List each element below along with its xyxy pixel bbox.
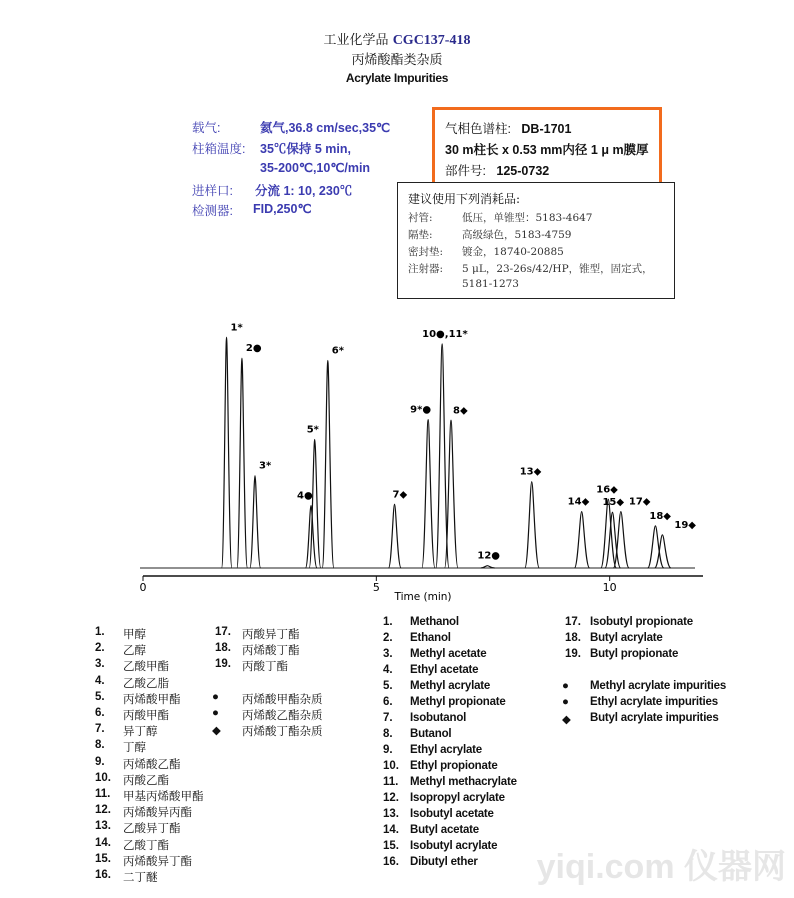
consumable-label: 衬管:	[408, 212, 433, 224]
peak	[309, 440, 321, 568]
product-code: CGC137-418	[392, 33, 471, 48]
condition-label: 检测器:	[192, 204, 233, 218]
consumable-label: 密封垫:	[408, 246, 444, 258]
peak-label: 10●,11*	[422, 328, 468, 340]
subtitle-en: Acrylate Impurities	[345, 71, 449, 85]
compound-name: 丙烯酸异丙酯	[123, 807, 192, 820]
compound-name: Isobutyl acrylate	[410, 840, 498, 852]
peak-label: 12●	[477, 550, 501, 562]
impurity-symbol: ◆	[562, 714, 571, 726]
compound-number: 15.	[383, 840, 399, 852]
peak-label: 3*	[259, 460, 272, 472]
peak-label: 15◆	[602, 497, 625, 509]
impurity-symbol: ●	[562, 696, 569, 708]
consumable-value: 高级绿色，5183-4759	[462, 229, 572, 241]
x-tick-label: 10	[602, 581, 617, 594]
condition-label: 进样口:	[192, 184, 233, 198]
peak-label: 5*	[306, 424, 319, 436]
compound-name: Ethyl propionate	[410, 760, 498, 772]
peak	[222, 337, 232, 568]
condition-value: 35℃保持 5 min,	[260, 142, 351, 156]
impurity-symbol: ●	[562, 680, 569, 692]
impurity-label: Butyl acrylate impurities	[590, 712, 719, 724]
consumable-label: 注射器:	[408, 263, 444, 275]
consumable-value: 低压，单锥型：5183-4647	[462, 212, 593, 224]
compound-number: 18.	[565, 632, 581, 644]
label: 气相色谱柱:	[445, 122, 511, 136]
compound-name: 丙烯酸异丁酯	[123, 855, 192, 868]
compound-number: 17.	[565, 616, 581, 628]
compound-number: 11.	[383, 776, 399, 788]
peak	[445, 420, 458, 568]
compound-number: 9.	[95, 755, 105, 768]
impurity-label: 丙烯酸甲酯杂质	[242, 694, 323, 706]
compound-number: 9.	[383, 744, 393, 756]
compound-number: 5.	[383, 680, 393, 692]
compound-number: 17.	[215, 626, 231, 638]
x-tick-label: 5	[372, 581, 380, 594]
compound-number: 15.	[95, 852, 111, 865]
condition-value: 35-200℃,10℃/min	[260, 161, 371, 175]
impurity-symbol: ◆	[212, 725, 221, 738]
consumable-value: 镀金，18740-20885	[462, 246, 564, 258]
compound-number: 7.	[383, 712, 393, 724]
compound-number: 19.	[215, 658, 231, 671]
compound-number: 1.	[383, 616, 393, 628]
compound-name: Methyl acetate	[410, 648, 487, 660]
peak	[525, 482, 539, 568]
impurity-label: 丙烯酸丁酯杂质	[242, 726, 323, 739]
compound-name: 乙酸乙脂	[123, 677, 169, 690]
consumable-value: 5181-1273	[462, 278, 519, 290]
peak	[422, 420, 435, 568]
peak	[574, 512, 589, 568]
compound-number: 13.	[383, 808, 399, 820]
peak-label: 13◆	[519, 466, 542, 478]
compound-name: 丙烯酸乙酯	[123, 758, 181, 771]
compound-name: Ethyl acetate	[410, 664, 479, 676]
peak-label: 9*●	[410, 404, 432, 416]
compound-number: 2.	[95, 642, 105, 655]
compound-name: Ethanol	[410, 632, 451, 644]
condition-label: 载气:	[192, 121, 221, 135]
consumables-title: 建议使用下列消耗品:	[408, 192, 521, 206]
title-prefix: 工业化学品	[323, 33, 389, 48]
compound-name: 丙烯酸丁酯	[242, 645, 300, 658]
compound-name: 甲醇	[123, 629, 146, 641]
compound-number: 6.	[383, 696, 393, 708]
impurity-symbol: ●	[212, 691, 219, 703]
peak	[250, 476, 261, 568]
compound-number: 3.	[383, 648, 393, 660]
compound-number: 6.	[95, 707, 105, 719]
consumable-label: 隔垫:	[408, 229, 433, 241]
compound-name: 丙酸异丁酯	[242, 629, 300, 641]
compound-name: Methyl acrylate	[410, 680, 491, 692]
compound-name: 乙酸异丁酯	[123, 823, 181, 836]
compound-number: 4.	[95, 674, 105, 687]
consumable-value: 5 μL，23-26s/42/HP，锥型，固定式，	[462, 263, 653, 275]
peak-label: 14◆	[567, 496, 590, 508]
compound-name: Isopropyl acrylate	[410, 792, 505, 804]
compound-number: 10.	[383, 760, 399, 772]
compound-number: 19.	[565, 648, 581, 660]
impurity-label: Methyl acrylate impurities	[590, 680, 727, 692]
compound-name: Butyl acrylate	[590, 632, 663, 644]
compound-number: 4.	[383, 664, 393, 676]
peak	[655, 535, 671, 568]
impurity-symbol: ●	[212, 707, 219, 720]
condition-value: FID,250℃	[253, 202, 312, 216]
compound-name: 乙酸丁酯	[123, 839, 169, 852]
watermark: yiqi.com 仪器网	[536, 848, 786, 886]
compound-name: Butyl acetate	[410, 824, 479, 836]
label: 部件号:	[445, 164, 486, 178]
compound-number: 16.	[383, 856, 399, 868]
compound-name: 丙烯酸甲酯	[123, 693, 181, 706]
condition-value: 氦气,36.8 cm/sec,35℃	[260, 121, 391, 135]
subtitle-cn: 丙烯酸酯类杂质	[351, 53, 443, 68]
compound-name: Methyl methacrylate	[410, 776, 517, 788]
compound-name: Isobutanol	[410, 712, 467, 724]
peak	[237, 358, 248, 568]
condition-label: 柱箱温度:	[192, 142, 246, 156]
compound-name: Isobutyl acetate	[410, 808, 494, 820]
peak	[322, 361, 334, 569]
compound-number: 8.	[383, 728, 393, 740]
compound-number: 3.	[95, 658, 105, 671]
compound-name: Methanol	[410, 616, 459, 628]
impurity-label: Ethyl acrylate impurities	[590, 696, 718, 708]
peak-label: 6*	[331, 345, 344, 357]
compound-number: 12.	[383, 792, 399, 804]
compound-name: 甲基丙烯酸甲酯	[123, 791, 204, 803]
condition-value: 分流 1: 10, 230℃	[255, 184, 353, 198]
compound-name: 异丁醇	[123, 726, 158, 739]
compound-name: Methyl propionate	[410, 696, 506, 708]
compound-number: 16.	[95, 869, 111, 881]
peak	[601, 499, 617, 568]
peak-label: 18◆	[649, 510, 672, 522]
compound-name: 二丁醚	[123, 872, 158, 884]
impurity-label: 丙烯酸乙酯杂质	[242, 710, 323, 723]
compound-number: 1.	[95, 626, 105, 638]
x-tick-label: 0	[139, 581, 147, 594]
compound-name: 乙酸甲酯	[123, 661, 169, 674]
x-axis-label: Time (min)	[394, 591, 452, 603]
compound-number: 14.	[95, 836, 111, 849]
compound-number: 2.	[383, 632, 393, 644]
compound-name: Butanol	[410, 728, 452, 740]
peak	[389, 504, 402, 568]
compound-name: Isobutyl propionate	[590, 616, 693, 628]
compound-name: Butyl propionate	[590, 648, 679, 660]
compound-number: 11.	[95, 788, 111, 800]
compound-number: 18.	[215, 642, 231, 655]
peak-label: 1*	[230, 322, 243, 334]
compound-name: 丁醇	[123, 742, 146, 755]
part-number: 125-0732	[496, 164, 550, 178]
compound-name: 丙酸丁酯	[242, 661, 288, 674]
peak-label: 17◆	[628, 496, 651, 508]
column-name: DB-1701	[521, 122, 572, 136]
compound-name: 丙酸甲酯	[123, 710, 169, 722]
peak-label: 19◆	[674, 519, 697, 531]
compound-number: 12.	[95, 804, 111, 817]
column-dimensions: 30 m柱长 x 0.53 mm内径 1 μ m膜厚	[445, 143, 649, 157]
compound-number: 7.	[95, 723, 105, 736]
peak-label: 2●	[245, 343, 262, 355]
peak-label: 7◆	[392, 489, 408, 501]
compound-number: 13.	[95, 820, 111, 833]
compound-number: 10.	[95, 771, 111, 784]
compound-number: 14.	[383, 824, 399, 836]
peak-label: 16◆	[596, 484, 618, 496]
compound-number: 8.	[95, 739, 105, 752]
compound-number: 5.	[95, 690, 105, 703]
compound-name: Ethyl acrylate	[410, 744, 482, 756]
compound-name: 乙醇	[123, 645, 146, 658]
compound-name: 丙酸乙酯	[123, 774, 169, 787]
peak-label: 8◆	[453, 405, 468, 417]
compound-name: Dibutyl ether	[410, 856, 478, 868]
peak-label: 4●	[297, 490, 313, 502]
peak	[648, 526, 664, 568]
